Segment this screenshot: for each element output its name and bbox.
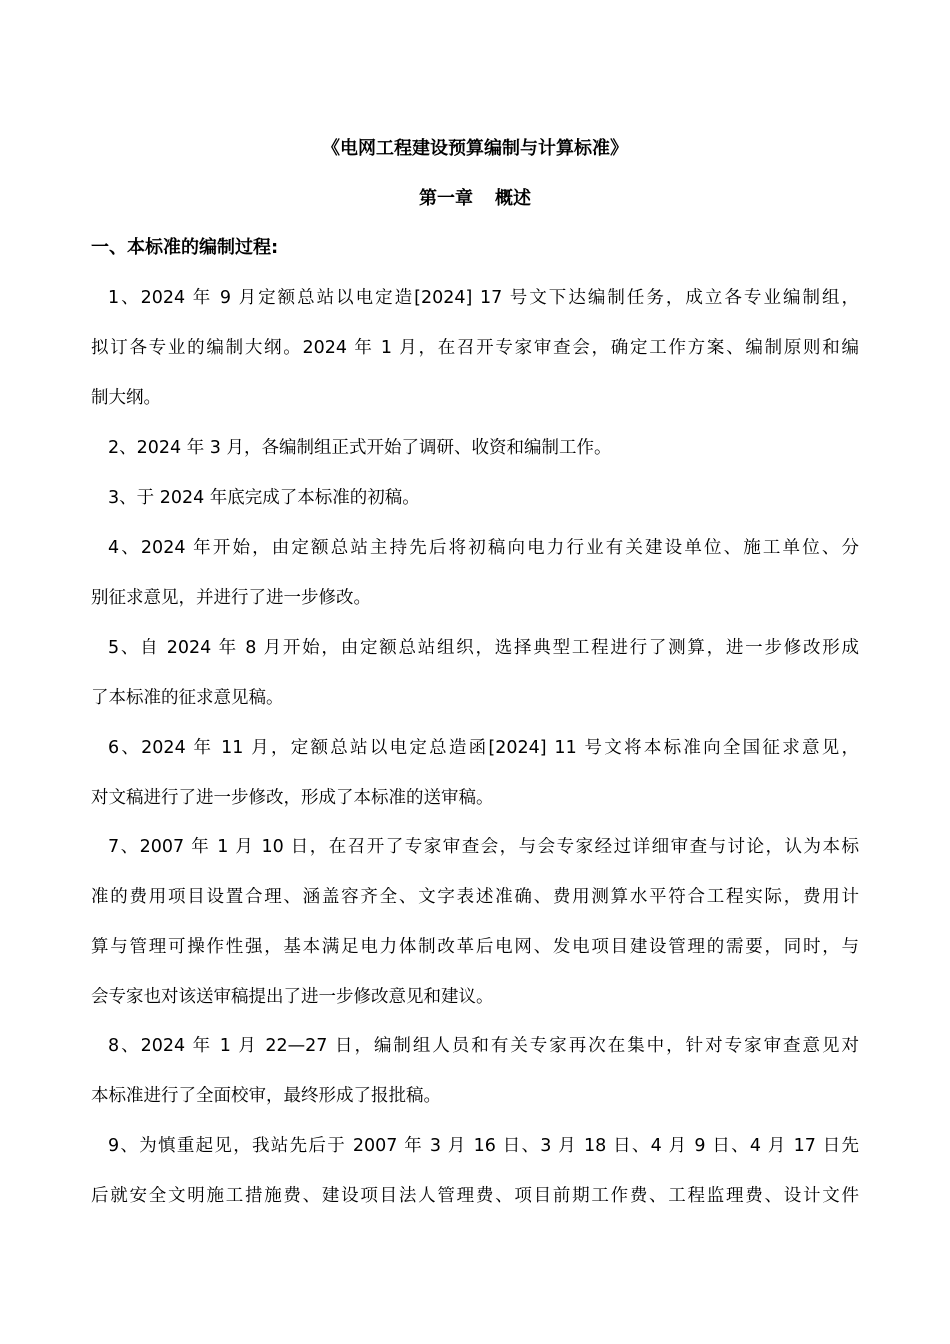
paragraph-8-line-2: 本标准进行了全面校审，最终形成了报批稿。 <box>91 1086 441 1106</box>
paragraph-1-line-2: 拟订各专业的编制大纲。2024 年 1 月，在召开专家审查会，确定工作方案、编制原则和编 <box>91 338 859 358</box>
paragraph-7-line-2: 准的费用项目设置合理、涵盖容齐全、文字表述准确、费用测算水平符合工程实际，费用计 <box>91 887 859 907</box>
paragraph-4-line-1: 4、2024 年开始，由定额总站主持先后将初稿向电力行业有关建设单位、施工单位、分 <box>108 538 859 558</box>
paragraph-5-line-2: 了本标准的征求意见稿。 <box>91 688 284 708</box>
paragraph-6-line-1: 6、2024 年 11 月，定额总站以电定总造函[2024] 11 号文将本标准向全国征求意见， <box>108 738 859 758</box>
paragraph-6-line-2: 对文稿进行了进一步修改，形成了本标准的送审稿。 <box>91 788 494 808</box>
paragraph-7-line-4: 会专家也对该送审稿提出了进一步修改意见和建议。 <box>91 987 494 1007</box>
paragraph-7-line-3: 算与管理可操作性强，基本满足电力体制改革后电网、发电项目建设管理的需要，同时，与 <box>91 937 859 957</box>
paragraph-2-line-1: 2、2024 年 3 月，各编制组正式开始了调研、收资和编制工作。 <box>108 438 612 458</box>
paragraph-8-line-1: 8、2024 年 1 月 22—27 日，编制组人员和有关专家再次在集中，针对专家审查意见对 <box>108 1036 859 1056</box>
paragraph-4-line-2: 别征求意见，并进行了进一步修改。 <box>91 588 371 608</box>
paragraph-9-line-1: 9、为慎重起见，我站先后于 2007 年 3 月 16 日、3 月 18 日、4 月 9 日、4 月 17 日先 <box>108 1136 859 1156</box>
paragraph-9-line-2: 后就安全文明施工措施费、建设项目法人管理费、项目前期工作费、工程监理费、设计文件 <box>91 1186 859 1206</box>
paragraph-1-line-3: 制大纲。 <box>91 388 161 408</box>
section-heading: 一、本标准的编制过程: <box>91 237 279 258</box>
chapter-name: 概述 <box>495 188 531 209</box>
paragraph-3-line-1: 3、于 2024 年底完成了本标准的初稿。 <box>108 488 420 508</box>
document-title: 《电网工程建设预算编制与计算标准》 <box>322 138 628 159</box>
chapter-number: 第一章 <box>419 188 473 209</box>
paragraph-5-line-1: 5、自 2024 年 8 月开始，由定额总站组织，选择典型工程进行了测算，进一步修改形成 <box>108 638 859 658</box>
chapter-title <box>0 187 950 211</box>
paragraph-7-line-1: 7、2007 年 1 月 10 日，在召开了专家审查会，与会专家经过详细审查与讨论，认为本标 <box>108 837 859 857</box>
paragraph-1-line-1: 1、2024 年 9 月定额总站以电定造[2024] 17 号文下达编制任务，成立各专业编制组， <box>108 288 859 308</box>
